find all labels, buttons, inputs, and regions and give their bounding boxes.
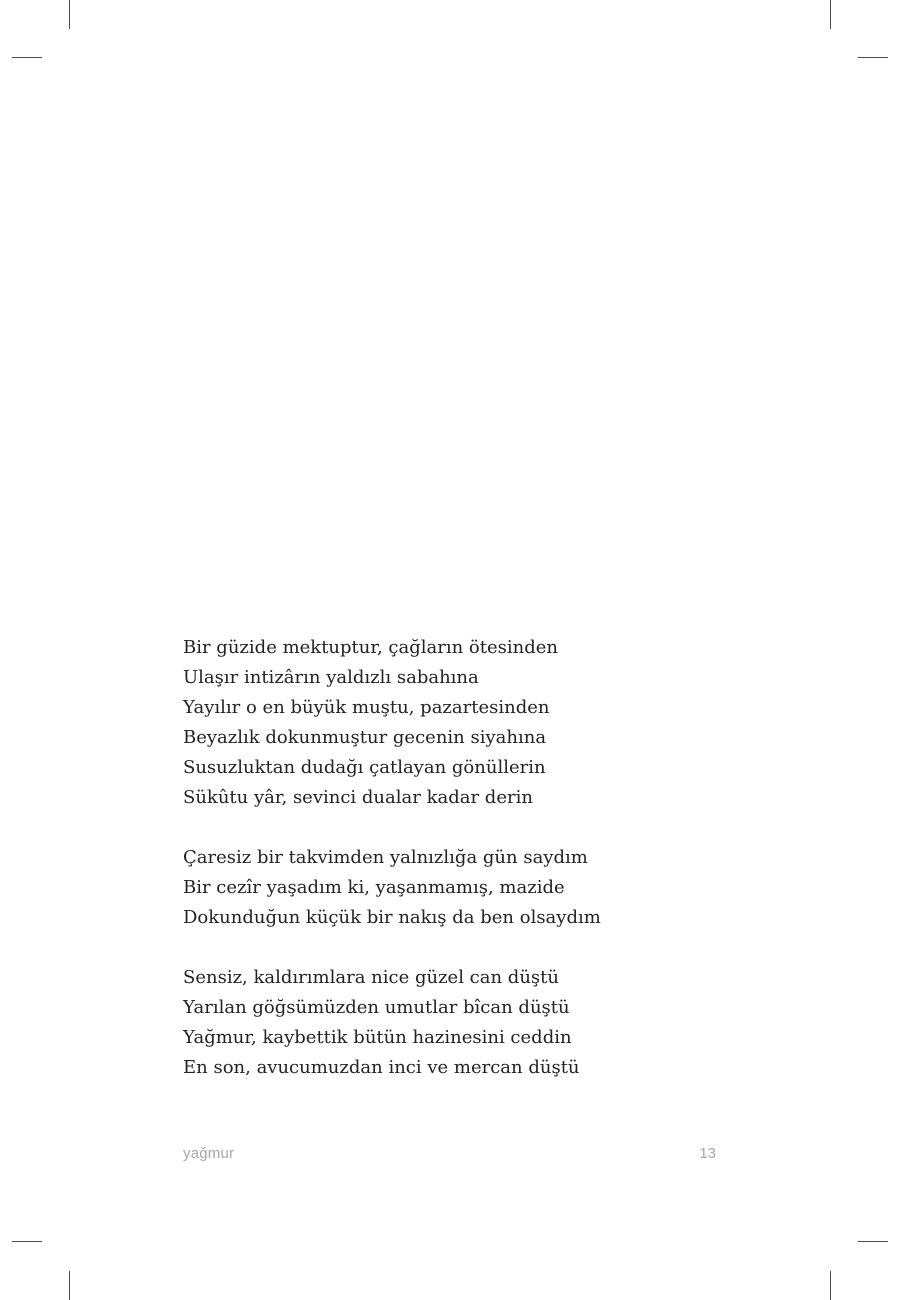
- poem-line: Sensiz, kaldırımlara nice güzel can düştü: [183, 967, 559, 988]
- crop-mark-bottom-right-horizontal: [858, 1241, 888, 1242]
- poem-line: Susuzluktan dudağı çatlayan gönüllerin: [183, 757, 546, 778]
- poem-line: Beyazlık dokunmuştur gecenin siyahına: [183, 727, 547, 748]
- poem-line: Yağmur, kaybettik bütün hazinesini ceddin: [183, 1027, 572, 1048]
- poem-line: Çaresiz bir takvimden yalnızlığa gün saydım: [183, 847, 588, 868]
- crop-mark-bottom-left-horizontal: [12, 1241, 42, 1242]
- poem-line: Sükûtu yâr, sevinci dualar kadar derin: [183, 787, 533, 808]
- crop-mark-bottom-left-vertical: [69, 1271, 70, 1300]
- stanza-3: [183, 963, 783, 1083]
- poem-line: Bir güzide mektuptur, çağların ötesinden: [183, 637, 559, 658]
- running-title: yağmur: [183, 1145, 235, 1162]
- poem-line: Bir cezîr yaşadım ki, yaşanmamış, mazide: [183, 877, 565, 898]
- poem-line: Ulaşır intizârın yaldızlı sabahına: [183, 667, 479, 688]
- page-number: 13: [699, 1145, 716, 1162]
- stanza-1: [183, 633, 783, 813]
- poem-line: Dokunduğun küçük bir nakış da ben olsaydım: [183, 907, 601, 928]
- crop-mark-top-left-vertical: [69, 0, 70, 29]
- crop-mark-top-right-horizontal: [858, 57, 888, 58]
- poem-line: En son, avucumuzdan inci ve mercan düştü: [183, 1057, 580, 1078]
- poem: [183, 633, 783, 1113]
- crop-mark-top-left-horizontal: [12, 57, 42, 58]
- crop-mark-bottom-right-vertical: [830, 1271, 831, 1300]
- poem-line: Yarılan göğsümüzden umutlar bîcan düştü: [183, 997, 570, 1018]
- poem-line: Yayılır o en büyük muştu, pazartesinden: [183, 697, 550, 718]
- crop-mark-top-right-vertical: [830, 0, 831, 29]
- stanza-2: [183, 843, 783, 933]
